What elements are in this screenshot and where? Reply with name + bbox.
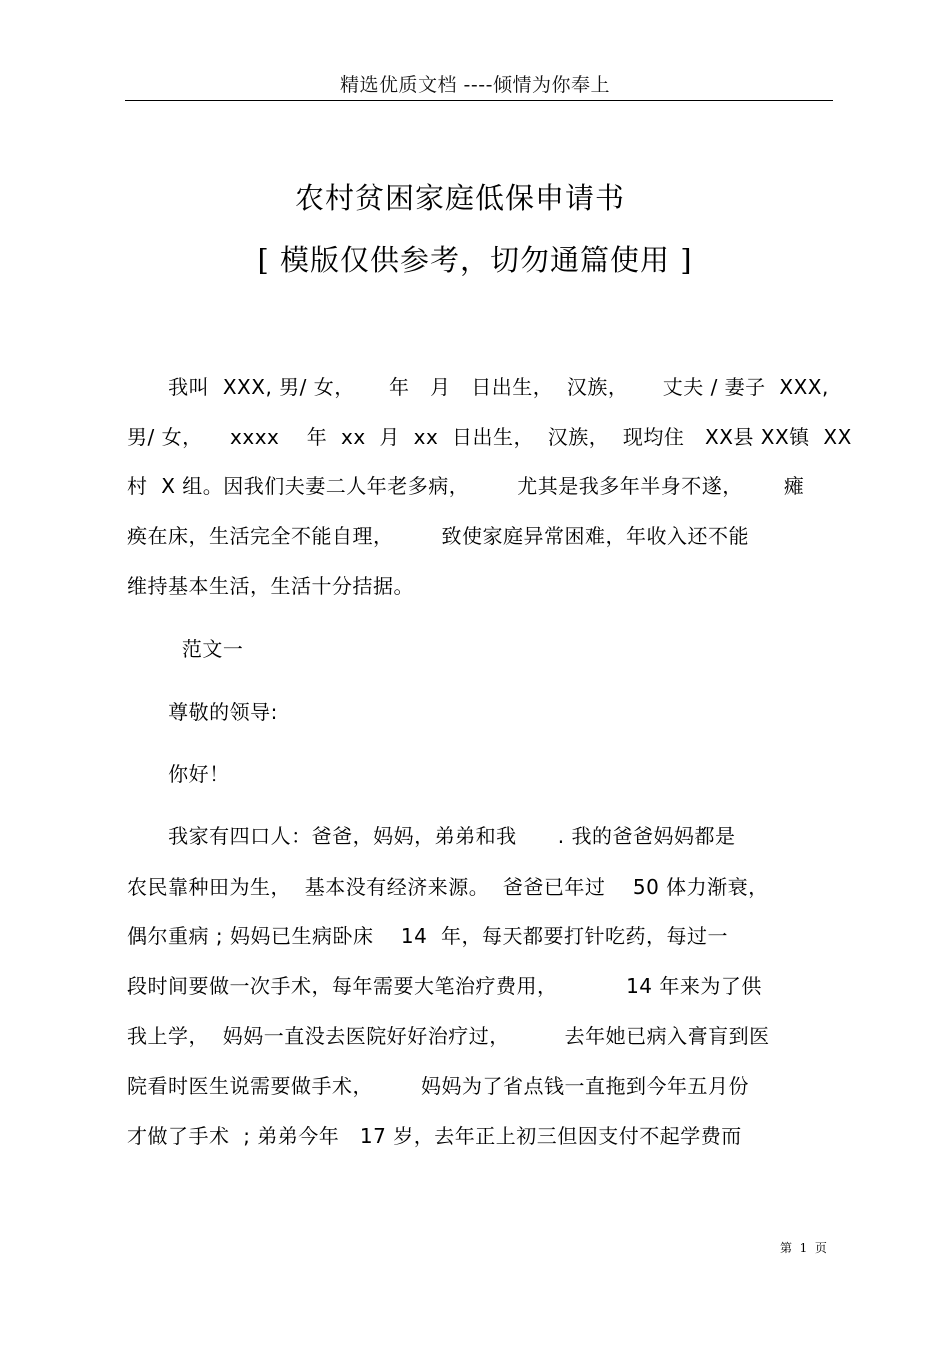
document-subtitle: [ 模版仅供参考，切勿通篇使用 ]	[257, 243, 693, 277]
body-line: 偶尔重病 ; 妈妈已生病卧床 14 年，每天都要打针吃药，每过一	[127, 924, 729, 948]
header-divider	[125, 100, 833, 101]
intro-line: 村 X 组。因我们夫妻二人年老多病， 尤其是我多年半身不遂， 瘫	[127, 474, 805, 498]
document-title: 农村贫困家庭低保申请书	[294, 181, 625, 215]
body-line: 我上学， 妈妈一直没去医院好好治疗过， 去年她已病入膏肓到医	[127, 1024, 770, 1048]
intro-line: 我叫 XXX, 男/ 女， 年 月 日出生， 汉族， 丈夫 / 妻子 XXX,	[127, 375, 829, 399]
page-header: 精选优质文档 ----倾情为你奉上	[340, 74, 610, 96]
sample-label: 范文一	[127, 637, 244, 661]
intro-line: 维持基本生活，生活十分拮据。	[127, 574, 414, 598]
page-number: 第 1 页	[780, 1241, 827, 1255]
body-line: 段时间要做一次手术，每年需要大笔治疗费用， 14 年来为了供	[127, 974, 762, 998]
body-line: 院看时医生说需要做手术， 妈妈为了省点钱一直拖到今年五月份	[127, 1074, 750, 1098]
intro-line: 痪在床，生活完全不能自理， 致使家庭异常困难，年收入还不能	[127, 524, 750, 548]
greeting: 你好！	[127, 762, 230, 786]
body-line: 农民靠种田为生， 基本没有经济来源。 爸爸已年过 50 体力渐衰，	[127, 875, 769, 899]
body-line: 我家有四口人：爸爸，妈妈，弟弟和我 . 我的爸爸妈妈都是	[127, 824, 736, 848]
salutation: 尊敬的领导:	[127, 700, 278, 724]
body-line: 才做了手术 ; 弟弟今年 17 岁，去年正上初三但因支付不起学费而	[127, 1124, 742, 1148]
intro-line: 男/ 女， xxxx 年 xx 月 xx 日出生， 汉族， 现均住 XX县 XX镇 XX	[127, 425, 852, 449]
